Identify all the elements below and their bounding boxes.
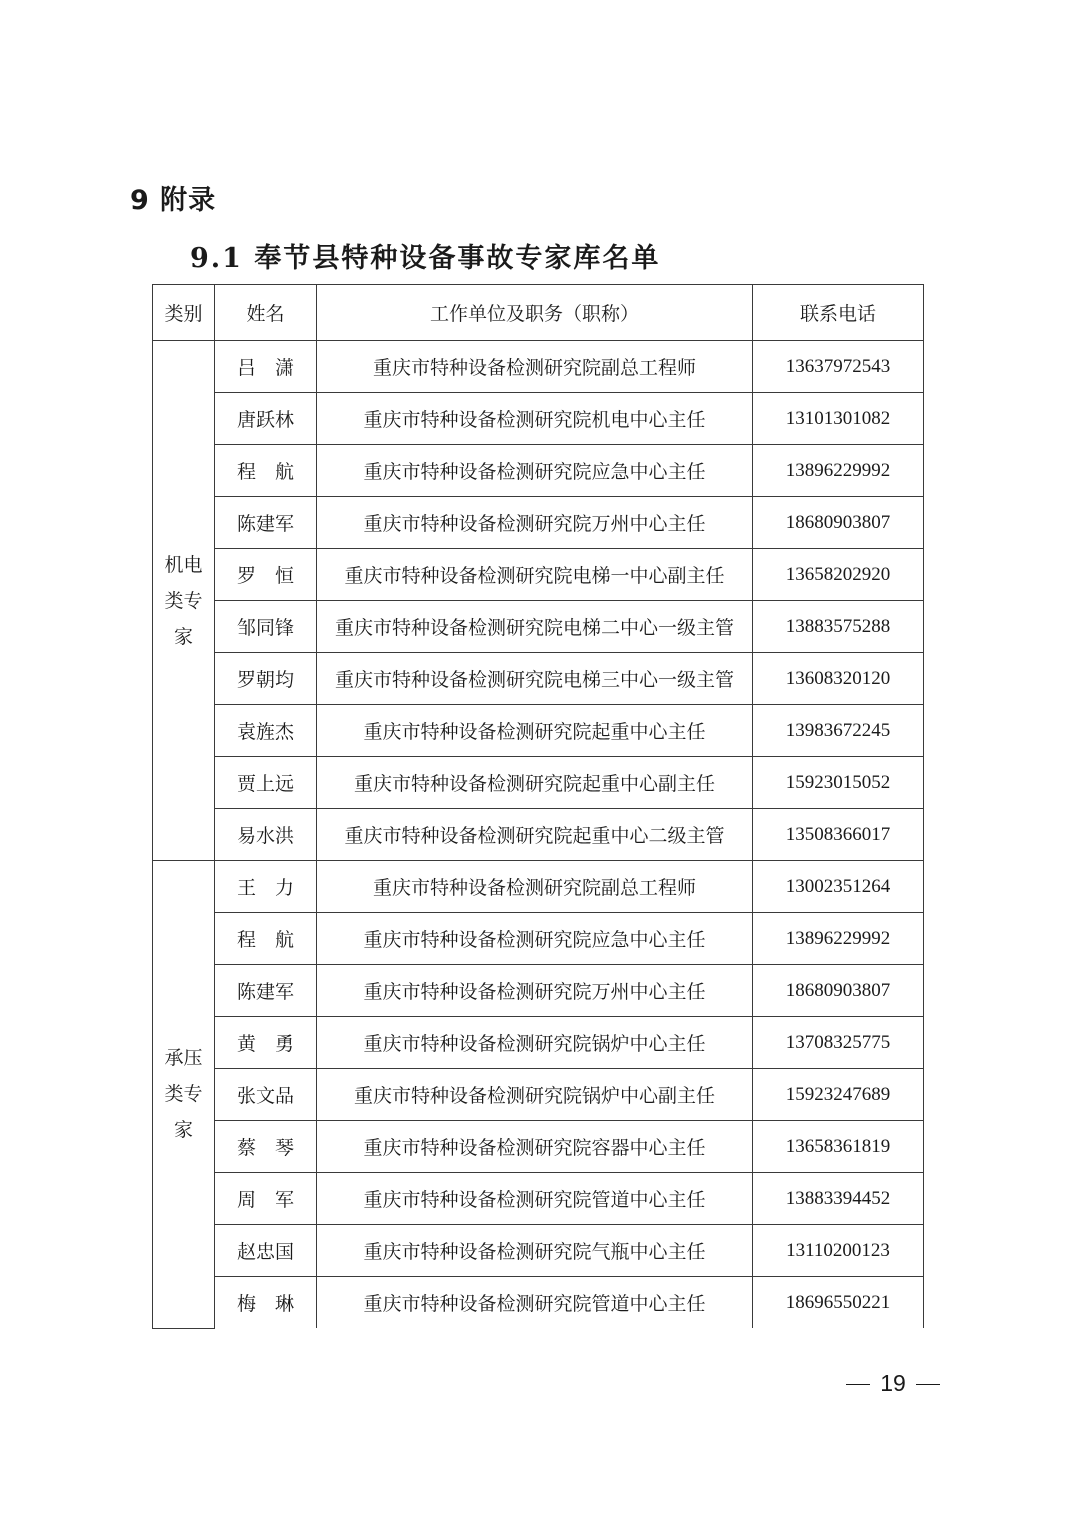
name-cell: 陈建军 [215,497,317,549]
unit-cell: 重庆市特种设备检测研究院容器中心主任 [317,1121,753,1173]
unit-cell: 重庆市特种设备检测研究院应急中心主任 [317,913,753,965]
unit-cell: 重庆市特种设备检测研究院机电中心主任 [317,393,753,445]
page-number [843,1368,943,1398]
phone-cell: 13508366017 [753,809,924,861]
table-row [153,497,924,549]
phone-cell: 18696550221 [753,1277,924,1329]
unit-cell: 重庆市特种设备检测研究院副总工程师 [317,341,753,393]
name-cell: 张文品 [215,1069,317,1121]
table-header-row [153,285,924,341]
table-row [153,393,924,445]
phone-cell: 13608320120 [753,653,924,705]
table-row [153,549,924,601]
header-unit: 工作单位及职务（职称） [317,285,753,341]
unit-cell: 重庆市特种设备检测研究院起重中心二级主管 [317,809,753,861]
name-cell: 罗朝均 [215,653,317,705]
table-row [153,861,924,913]
phone-cell: 13658202920 [753,549,924,601]
phone-cell: 13896229992 [753,913,924,965]
name-cell: 蔡 琴 [215,1121,317,1173]
unit-cell: 重庆市特种设备检测研究院电梯一中心副主任 [317,549,753,601]
header-category: 类别 [153,285,215,341]
name-cell: 贾上远 [215,757,317,809]
phone-cell: 13983672245 [753,705,924,757]
header-name: 姓名 [215,285,317,341]
name-cell: 邹同锋 [215,601,317,653]
table-row [153,1069,924,1121]
name-cell: 王 力 [215,861,317,913]
table-row [153,965,924,1017]
name-cell: 周 军 [215,1173,317,1225]
unit-cell: 重庆市特种设备检测研究院管道中心主任 [317,1277,753,1329]
phone-cell: 18680903807 [753,497,924,549]
phone-cell: 18680903807 [753,965,924,1017]
name-cell: 程 航 [215,445,317,497]
unit-cell: 重庆市特种设备检测研究院气瓶中心主任 [317,1225,753,1277]
name-cell: 吕 潇 [215,341,317,393]
phone-cell: 13002351264 [753,861,924,913]
name-cell: 袁旌杰 [215,705,317,757]
unit-cell: 重庆市特种设备检测研究院副总工程师 [317,861,753,913]
unit-cell: 重庆市特种设备检测研究院锅炉中心主任 [317,1017,753,1069]
name-cell: 易水洪 [215,809,317,861]
phone-cell: 13708325775 [753,1017,924,1069]
category-label: 承压类专家 [164,1047,203,1142]
name-cell: 罗 恒 [215,549,317,601]
header-phone: 联系电话 [753,285,924,341]
unit-cell: 重庆市特种设备检测研究院锅炉中心副主任 [317,1069,753,1121]
unit-cell: 重庆市特种设备检测研究院电梯三中心一级主管 [317,653,753,705]
table-row [153,757,924,809]
phone-cell: 13637972543 [753,341,924,393]
table-row [153,341,924,393]
name-cell: 黄 勇 [215,1017,317,1069]
category-cell [153,861,215,1329]
table-row [153,809,924,861]
name-cell: 梅 琳 [215,1277,317,1329]
table-row [153,1121,924,1173]
unit-cell: 重庆市特种设备检测研究院万州中心主任 [317,965,753,1017]
unit-cell: 重庆市特种设备检测研究院管道中心主任 [317,1173,753,1225]
unit-cell: 重庆市特种设备检测研究院应急中心主任 [317,445,753,497]
expert-table [152,284,924,1329]
table-row [153,445,924,497]
phone-cell: 13101301082 [753,393,924,445]
page-number-value: 19 [880,1370,906,1396]
name-cell: 程 航 [215,913,317,965]
table-row [153,705,924,757]
phone-cell: 15923015052 [753,757,924,809]
name-cell: 唐跃林 [215,393,317,445]
unit-cell: 重庆市特种设备检测研究院起重中心副主任 [317,757,753,809]
category-label: 机电类专家 [164,553,203,648]
table-row [153,1017,924,1069]
table-row [153,1277,924,1329]
page-number-dash-left [846,1384,870,1385]
phone-cell: 15923247689 [753,1069,924,1121]
table-row [153,913,924,965]
table-row [153,1225,924,1277]
phone-cell: 13883575288 [753,601,924,653]
phone-cell: 13896229992 [753,445,924,497]
phone-cell: 13110200123 [753,1225,924,1277]
subsection-title: 9.1 奉节县特种设备事故专家库名单 [190,243,661,274]
category-cell [153,341,215,861]
unit-cell: 重庆市特种设备检测研究院电梯二中心一级主管 [317,601,753,653]
table-row [153,601,924,653]
section-title: 9 附录 [130,185,217,216]
table-row [153,1173,924,1225]
name-cell: 赵忠国 [215,1225,317,1277]
phone-cell: 13883394452 [753,1173,924,1225]
name-cell: 陈建军 [215,965,317,1017]
table-row [153,653,924,705]
unit-cell: 重庆市特种设备检测研究院起重中心主任 [317,705,753,757]
page-number-dash-right [916,1384,940,1385]
unit-cell: 重庆市特种设备检测研究院万州中心主任 [317,497,753,549]
phone-cell: 13658361819 [753,1121,924,1173]
